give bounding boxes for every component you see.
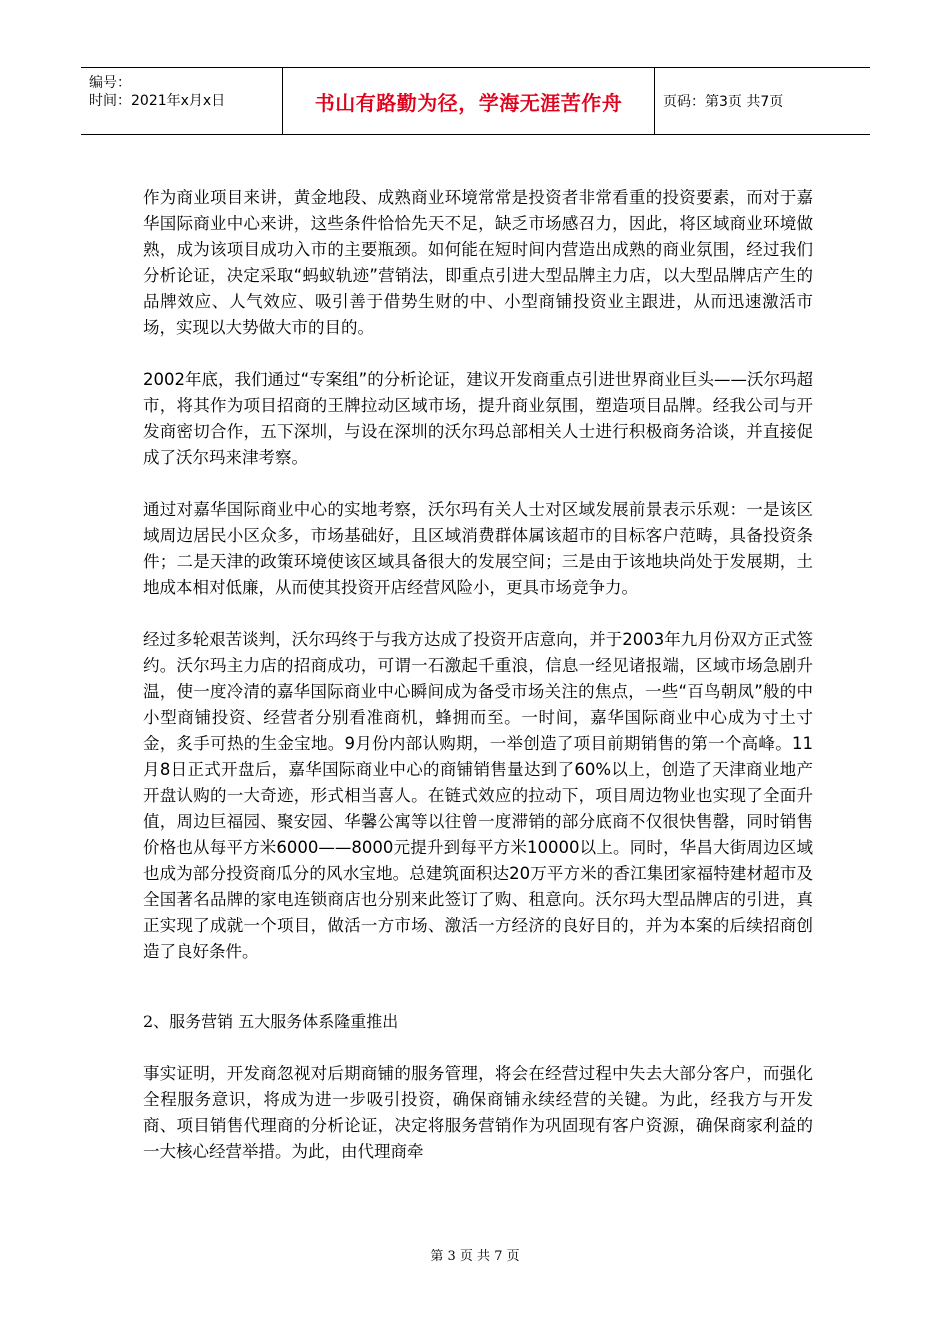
header-meta-cell [81,68,283,134]
header-motto: 书山有路勤为径，学海无涯苦作舟 [283,68,655,134]
page-header [81,67,870,135]
body-paragraph-5: 事实证明，开发商忽视对后期商铺的服务管理，将会在经营过程中失去大部分客户，而强化全程服务意识，将成为进一步吸引投资，确保商铺永续经营的关键。为此，经我方与开发商、项目销售代理商的分析论证，决定将服务营销作为巩固现有客户资源，确保商家利益的一大核心经营举措。为此，由代理商牵 [143,1064,813,1161]
document-number-label: 编号： [89,75,131,91]
body-paragraph-1: 作为商业项目来讲，黄金地段、成熟商业环境常常是投资者非常看重的投资要素，而对于嘉华国际商业中心来讲，这些条件恰恰先天不足，缺乏市场感召力，因此，将区域商业环境做熟，成为该项目成功入市的主要瓶颈。如何能在短时间内营造出成熟的商业氛围，经过我们分析论证，决定采取“蚂蚁轨迹”营销法，即重点引进大型品牌主力店，以大型品牌店产生的品牌效应、人气效应、吸引善于借势生财的中、小型商铺投资业主跟进，从而迅速激活市场，实现以大势做大市的目的。 [143,188,813,337]
body-paragraph-3: 通过对嘉华国际商业中心的实地考察，沃尔玛有关人士对区域发展前景表示乐观：一是该区域周边居民小区众多，市场基础好，且区域消费群体属该超市的目标客户范畴，具备投资条件；二是天津的政策环境使该区域具备很大的发展空间；三是由于该地块尚处于发展期，土地成本相对低廉，从而使其投资开店经营风险小，更具市场竞争力。 [143,500,813,597]
section-heading: 2、服务营销 五大服务体系隆重推出 [143,1012,399,1031]
body-paragraph-4: 经过多轮艰苦谈判，沃尔玛终于与我方达成了投资开店意向，并于2003年九月份双方正式签约。沃尔玛主力店的招商成功，可谓一石激起千重浪，信息一经见诸报端，区域市场急剧升温，使一度冷清的嘉华国际商业中心瞬间成为备受市场关注的焦点，一些“百鸟朝凤”般的中小型商铺投资、经营者分别看准商机，蜂拥而至。一时间，嘉华国际商业中心成为寸土寸金，炙手可热的生金宝地。9月份内部认购期，一举创造了项目前期销售的第一个高峰。11月8日正式开盘后，嘉华国际商业中心的商铺销售量达到了60%以上，创造了天津商业地产开盘认购的一大奇迹，形式相当喜人。在链式效应的拉动下，项目周边物业也实现了全面升值，周边巨福园、聚安园、华馨公寓等以往曾一度滞销的部分底商不仅很快售罄，同时销售价格也从每平方米6000——8000元提升到每平方米10000以上。同时，华昌大街周边区域也成为部分投资商瓜分的风水宝地。总建筑面积达20万平方米的香江集团家福特建材超市及全国著名品牌的家电连锁商店也分别来此签订了购、租意向。沃尔玛大型品牌店的引进，真正实现了成就一个项目，做活一方市场、激活一方经济的良好目的，并为本案的后续招商创造了良好条件。 [143,630,813,961]
document-time-label: 时间：2021年x月x日 [89,93,226,109]
header-page-number: 页码：第3页 共7页 [663,94,784,110]
body-paragraph-2: 2002年底，我们通过“专案组”的分析论证，建议开发商重点引进世界商业巨头——沃尔玛超市，将其作为项目招商的王牌拉动区域市场，提升商业氛围，塑造项目品牌。经我公司与开发商密切合作，五下深圳，与设在深圳的沃尔玛总部相关人士进行积极商务洽谈，并直接促成了沃尔玛来津考察。 [143,370,813,467]
page-footer: 第 3 页 共 7 页 [430,1249,520,1264]
document-body [143,185,813,1191]
